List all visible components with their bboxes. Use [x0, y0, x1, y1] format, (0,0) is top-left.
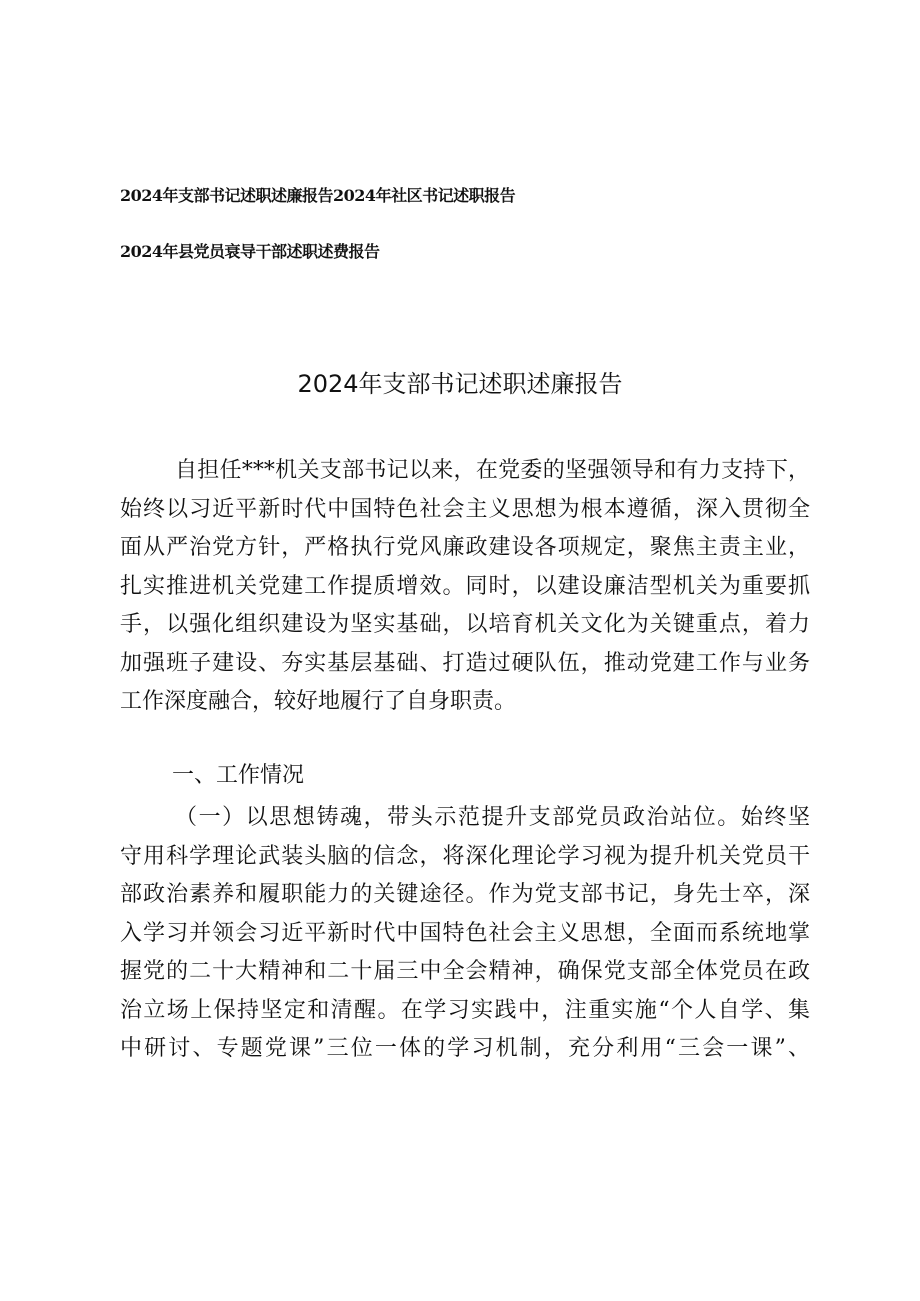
paragraph-line: 面从严治党方针，严格执行党风廉政建设各项规定，聚焦主责主业， [120, 535, 810, 560]
paragraph-line: （一）以思想铸魂，带头示范提升支部党员政治站位。始终坚 [175, 805, 810, 830]
paragraph-line: 守用科学理论武装头脑的信念，将深化理论学习视为提升机关党员干 [120, 843, 810, 869]
section-heading: 一、工作情况 [172, 763, 305, 788]
toc-entry: 2024年支部书记述职述廉报告2024年社区书记述职报告 [120, 186, 516, 205]
paragraph-line: 入学习并领会习近平新时代中国特色社会主义思想，全面而系统地掌 [120, 920, 810, 946]
paragraph-line: 手，以强化组织建设为坚实基础，以培育机关文化为关键重点，着力 [120, 612, 810, 637]
paragraph-line: 自担任***机关支部书记以来，在党委的坚强领导和有力支持下， [175, 458, 810, 483]
paragraph-line: 中研讨、专题党课”三位一体的学习机制，充分利用“三会一课”、 [120, 1036, 810, 1061]
paragraph-line: 工作深度融合，较好地履行了自身职责。 [120, 689, 517, 714]
paragraph-line: 始终以习近平新时代中国特色社会主义思想为根本遵循，深入贯彻全 [120, 496, 810, 522]
paragraph-line: 扎实推进机关党建工作提质增效。同时，以建设廉洁型机关为重要抓 [120, 573, 810, 599]
paragraph-line: 加强班子建设、夯实基层基础、打造过硬队伍，推动党建工作与业务 [120, 650, 810, 676]
work-paragraph [120, 799, 810, 1069]
document-title: 2024年支部书记述职述廉报告 [297, 370, 623, 398]
paragraph-line: 部政治素养和履职能力的关键途径。作为党支部书记，身先士卒，深 [120, 882, 810, 907]
intro-paragraph [120, 452, 810, 722]
paragraph-line: 握党的二十大精神和二十届三中全会精神，确保党支部全体党员在政 [120, 959, 810, 984]
paragraph-line: 治立场上保持坚定和清醒。在学习实践中，注重实施“个人自学、集 [120, 997, 810, 1023]
toc-entry: 2024年县党员衰导干部述职述费报告 [120, 242, 380, 261]
